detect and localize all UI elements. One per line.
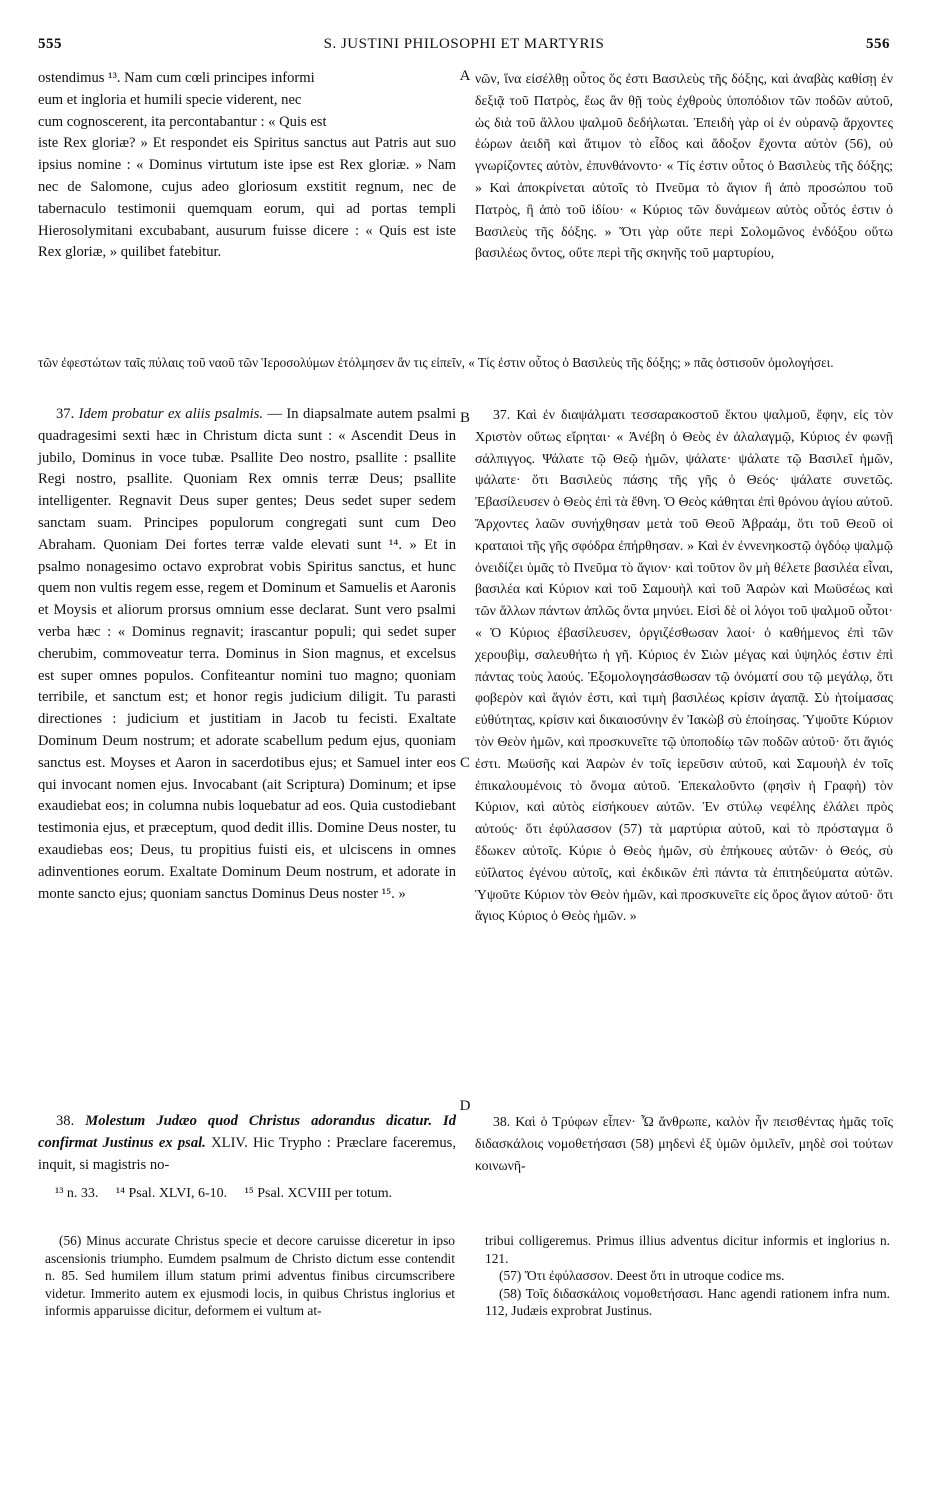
margin-marker-b: B bbox=[459, 410, 470, 426]
notes-left bbox=[45, 1232, 455, 1320]
footnote: ¹⁴ Psal. XLVI, 6-10. bbox=[115, 1186, 228, 1201]
latin-column-top bbox=[38, 68, 456, 264]
footnote-line bbox=[55, 1186, 895, 1202]
section-heading: Molestum Judæo quod Christus adorandus dicatur. Id confirmat Justinus ex psal. bbox=[38, 1113, 456, 1151]
full-width-greek-line: τῶν ἐφεστώτων ταῖς πύλαις τοῦ ναοῦ τῶν Ἱεροσολύμων ἐτόλμησεν ἄν τις εἰπεῖν, « Τίς ἐστιν οὗτος ὁ Βασιλεὺς τῆς δόξης; » πᾶς ὁστισοῦν ὁμολογήσει. bbox=[38, 355, 834, 370]
psalm-reference: XLIV. bbox=[211, 1134, 248, 1151]
section-body: Hic Trypho : Præclare faceremus, inquit, si magistris no- bbox=[38, 1134, 457, 1173]
note-56: (56) Minus accurate Christus specie et decore caruisse diceretur in ipso ascensionis triumpho. Eumdem psalmum de Christo dictum esse contendit n. 85. Sed humilem illum statum primi adventus finibus circumscribere videtur. Immerito autem ex ejusmodi locis, in quibus Christus inglorius et informis apparuisse dicitur, deformem ei vultum at- bbox=[45, 1233, 455, 1319]
footnote: ¹⁵ Psal. XCVIII per totum. bbox=[244, 1186, 393, 1201]
section-heading: Idem probatur ex aliis psalmis. bbox=[78, 406, 264, 422]
latin-line: ostendimus ¹³. Nam cum cœli principes informi bbox=[38, 70, 315, 86]
greek-column-38 bbox=[475, 1111, 893, 1176]
latin-section-38 bbox=[38, 1111, 456, 1176]
greek-column-37 bbox=[475, 404, 893, 927]
greek-section-37: 37. Καὶ ἐν διαψάλματι τεσσαρακοστοῦ ἕκτου ψαλμοῦ, ἔφην, εἰς τὸν Χριστὸν οὕτως εἴρηται· « Ἀνέβη ὁ Θεὸς ἐν ἀλαλαγμῷ, Κύριος ἐν φωνῇ σάλπιγγος. Ψάλατε τῷ Θεῷ ἡμῶν, ψάλατε· ψάλατε τῷ Βασιλεῖ ἡμῶν, ψάλατε· ὅτι Βασιλεὺς πάσης τῆς γῆς ὁ Θεός· ψάλατε συνετῶς. Ἐβασίλευσεν ὁ Θεὸς ἐπὶ τὰ ἔθνη. Ὁ Θεὸς κάθηται ἐπὶ θρόνου ἁγίου αὐτοῦ. Ἄρχοντες λαῶν συνήχθησαν μετὰ τοῦ Θεοῦ Ἀβραάμ, ὅτι τοῦ Θεοῦ οἱ κραταιοὶ τῆς γῆς σφόδρα ἐπήρθησαν. » Καὶ ἐν ἐννενηκοστῷ ὀγδόῳ ψαλμῷ ὀνειδίζει ὑμᾶς τὸ Πνεῦμα τὸ ἅγιον· καὶ τοῦτον ὃν μὴ θέλετε βασιλέα εἶναι, βασιλέα καὶ Κύριον καὶ τοῦ Σαμουὴλ καὶ τοῦ Ἀαρὼν καὶ Μωϋσέως καὶ τῶν ἄλλων πάντων ἁπλῶς ὄντα μηνύει. Εἰσὶ δὲ οἱ λόγοι τοῦ ψαλμοῦ οὗτοι· « Ὁ Κύριος ἐβασίλευσεν, ὀργιζέσθωσαν λαοί· ὁ καθήμενος ἐπὶ τῶν χερουβὶμ, σαλευθήτω ἡ γῆ. Κύριος ἐν Σιὼν μέγας καὶ ὑψηλός ἐστιν ἐπὶ πάντας τοὺς λαούς. Ἐξομολογησάσθωσαν τῷ ὀνόματί σου τῷ μεγάλῳ, ὅτι φοβερὸν καὶ ἅγιόν ἐστι, καὶ τιμὴ βασιλέως κρίσιν ἀγαπᾷ. Σὺ ἡτοίμασας εὐθύτητας, κρίσιν καὶ δικαιοσύνην ἐν Ἰακὼβ σὺ ἐποίησας. Ὑψοῦτε Κύριον τὸν Θεὸν ἡμῶν, καὶ προσκυνεῖτε τῷ ὑποποδίῳ τῶν ποδῶν αὐτοῦ· ὅτι ἅγιός ἐστι. Μωϋσῆς καὶ Ἀαρὼν ἐν τοῖς ἱερεῦσιν αὐτοῦ, καὶ Σαμουὴλ ἐν τοῖς ἐπικαλουμένοις τὸ ὄνομα αὐτοῦ. Ἐπεκαλοῦντο (φησὶν ἡ Γραφὴ) τὸν Κύριον, καὶ αὐτὸς εἰσήκουεν αὐτῶν. Ἐν στύλῳ νεφέλης ἐλάλει πρὸς αὐτούς· ὅτι ἐφύλασσον (57) τὰ μαρτύρια αὐτοῦ, καὶ τὸ πρόσταγμα ὃ ἔδωκεν αὐτοῖς. Κύριε ὁ Θεὸς ἡμῶν, σὺ ἐπήκουες αὐτῶν· ὁ Θεός, σὺ εὐΐλατος ἐγένου αὐτοῖς, καὶ ἐκδικῶν ἐπὶ πάντα τὰ ἐπιτηδεύματα αὐτῶν. Ὑψοῦτε Κύριον τὸν Θεὸν ἡμῶν, καὶ προσκυνεῖτε εἰς ὄρος ἅγιον αὐτοῦ· ὅτι ἅγιος Κύριος ὁ Θεὸς ἡμῶν. » bbox=[475, 407, 893, 924]
note-58: (58) Τοῖς διδασκάλοις νομοθετήσασι. Hanc agendi rationem infra num. 112, Judæis exprobrat Justinus. bbox=[485, 1285, 890, 1319]
margin-marker-c: C bbox=[459, 755, 470, 771]
note-57: (57) Ὅτι ἐφύλασσον. Deest ὅτι in utroque codice ms. bbox=[499, 1268, 785, 1284]
latin-paragraph: iste Rex gloriæ? » Et respondet eis Spiritus sanctus aut Patris aut suo ipsius nomine : « Dominus virtutum iste ipse est Rex gloriæ. » Nam nec de Salomone, cujus adeo gloriosum exstitit regnum, nec de tabernaculo testimonii quemquam eorum, qui ad portas templi Hierosolymitani excubabant, ausurum fuisse dicere : « Quis est iste Rex gloriæ, » quilibet fatebitur. bbox=[38, 135, 456, 261]
latin-section-37 bbox=[38, 404, 456, 905]
note-56-continued: tribui colligeremus. Primus illius adventus dicitur informis et inglorius n. 121. bbox=[485, 1233, 890, 1266]
latin-column-37 bbox=[38, 404, 456, 905]
section-number: 37. bbox=[56, 406, 75, 422]
latin-line: eum et ingloria et humili specie viderent, nec bbox=[38, 91, 302, 108]
section-number: 38. bbox=[56, 1113, 75, 1129]
margin-marker-d: D bbox=[459, 1098, 471, 1114]
latin-column-38 bbox=[38, 1111, 456, 1176]
greek-column-top bbox=[475, 68, 893, 264]
section-body: — In diapsalmate autem psalmi quadragesimi sexti hæc in Christum dicta sunt : « Ascendit Deus in jubilo, Dominus in voce tubæ. Psallite Deo nostro, psallite : psallite Regi nostro, psallite. Quoniam Rex omnis terræ Deus; psallite intelligenter. Regnavit Deus super gentes; Deus sedet super sedem sanctam suam. Principes populorum congregati sunt cum Deo Abraham. Quoniam Dei fortes terræ valde elevati sunt ¹⁴. » Et in psalmo nonagesimo octavo exprobrat vobis Spiritus sanctus, et hunc quem non vultis regem esse, regem et Dominum et Samuelis et Aaronis et Moysis et aliorum prorsus omnium esse declarat. Sunt vero psalmi verba hæc : « Dominus regnavit; irascantur populi; qui sedet super cherubim, commoveatur terra. Dominus in Sion magnus, et excelsus est super omnes populos. Confiteantur nomini tuo magno; quoniam terribile, et sanctum est; et honor regis judicium diligit. Tu parasti directiones : judicium et justitiam in Jacob tu fecisti. Exaltate Dominum Deum nostrum; et adorate scabellum pedum ejus, quoniam sanctus est. Moyses et Aaron in sacerdotibus ejus; et Samuel inter eos qui invocant nomen ejus. Invocabant (ait Scriptura) Dominum; et ipse exaudiebat eos; in columna nubis loquebatur ad eos. Quia custodiebant testimonia ejus, et præceptum, quod dedit illis. Domine Deus noster, tu exaudiebas eos; Deus, tu propitius fuisti eis, et ulciscens in omnes adinventiones eorum. Exaltate Dominum Deum nostrum, et adorate in monte sancto ejus; quoniam sanctus Dominus Deus noster ¹⁵. » bbox=[38, 406, 457, 902]
page-number-right: 556 bbox=[866, 36, 890, 52]
running-title: S. JUSTINI PHILOSOPHI ET MARTYRIS bbox=[323, 36, 605, 52]
page-header bbox=[38, 36, 890, 58]
latin-line: cum cognoscerent, ita percontabantur : « Quis est bbox=[38, 113, 327, 130]
notes-right bbox=[485, 1232, 890, 1320]
greek-paragraph: νῶν, ἵνα εἰσέλθῃ οὗτος ὅς ἐστι Βασιλεὺς τῆς δόξης, καὶ ἀναβὰς καθίσῃ ἐν δεξιᾷ τοῦ Πατρὸς, ἕως ἂν θῇ τοὺς ἐχθροὺς ὑποπόδιον τῶν ποδῶν αὐτοῦ, ὡς διὰ τοῦ ἄλλου ψαλμοῦ δεδήλωται. Ἐπειδὴ γὰρ οἱ ἐν οὐρανῷ ἄρχοντες ἑώρων ἀειδῆ καὶ ἄτιμον τὸ εἶδος καὶ ἄδοξον ἔχοντα αὐτὸν (56), οὐ γνωρίζοντες αὐτὸν, ἐπυνθάνοντο· « Τίς ἐστιν οὗτος ὁ Βασιλεὺς τῆς δόξης; » Καὶ ἀποκρίνεται αὐτοῖς τὸ Πνεῦμα τὸ ἅγιον ἢ ἀπὸ προσώπου τοῦ Πατρὸς, ἢ ἀπὸ τοῦ ἰδίου· « Κύριος τῶν δυνάμεων αὐτὸς οὗτός ἐστιν ὁ Βασιλεὺς τῆς δόξης. » Ὅτι γὰρ οὔτε περὶ Σολομῶνος ἐνδόξου οὕτω βασιλέως ὄντος, οὔτε περὶ τῆς σκηνῆς τοῦ μαρτυρίου, bbox=[475, 71, 893, 261]
footnote: ¹³ n. 33. bbox=[55, 1186, 99, 1201]
page-number-left: 555 bbox=[38, 36, 62, 52]
greek-section-38: 38. Καὶ ὁ Τρύφων εἶπεν· Ὦ ἄνθρωπε, καλὸν ἦν πεισθέντας ἡμᾶς τοῖς διδασκάλοις νομοθετήσασι (58) μηδενὶ ἐξ ὑμῶν ὁμιλεῖν, μηδὲ σοὶ τούτων κοινωνῆ- bbox=[475, 1114, 893, 1173]
margin-marker-a: A bbox=[459, 68, 471, 84]
